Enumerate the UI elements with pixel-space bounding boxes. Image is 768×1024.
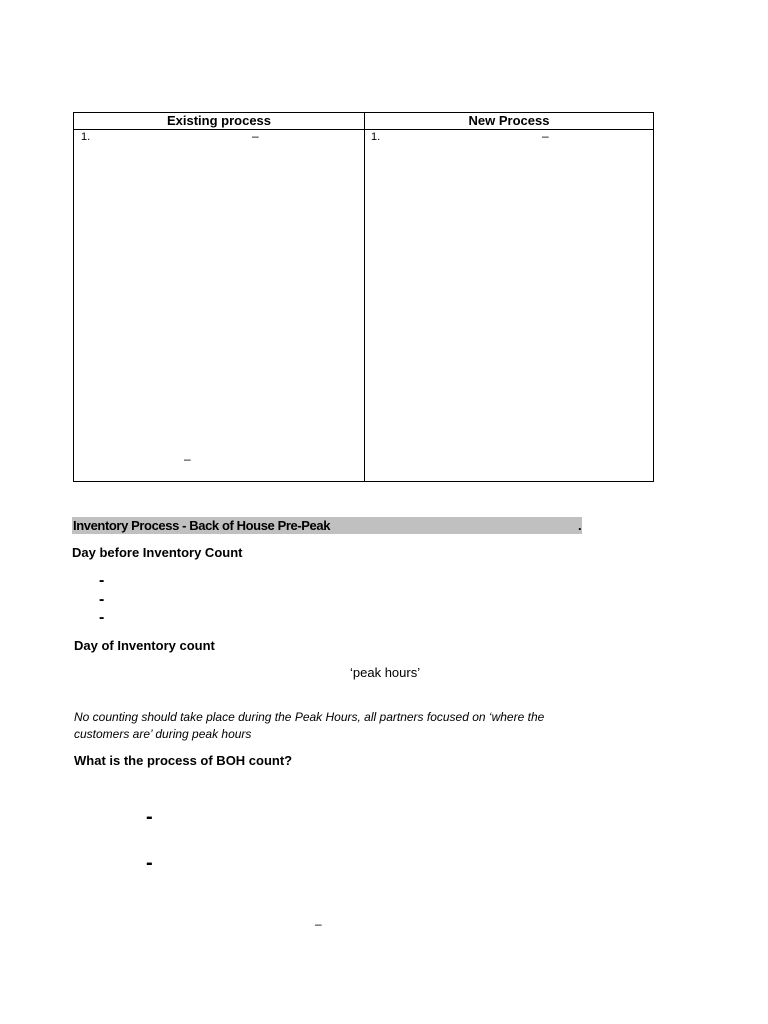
section-heading-bar xyxy=(72,517,582,534)
boh-trailing-dash: – xyxy=(315,917,322,931)
day-before-bullet-3: - xyxy=(99,609,105,626)
new-item-number: 1. xyxy=(371,131,381,143)
existing-process-header: Existing process xyxy=(166,113,272,128)
boh-heading: What is the process of BOH count? xyxy=(74,753,293,768)
section-heading: Inventory Process - Back of House Pre-Peak xyxy=(73,518,331,533)
day-before-heading: Day before Inventory Count xyxy=(72,545,243,560)
process-comparison-table xyxy=(73,112,654,482)
new-process-header: New Process xyxy=(468,113,550,128)
day-of-heading: Day of Inventory count xyxy=(74,638,215,653)
section-heading-period: . xyxy=(578,518,582,533)
boh-bullet-2: - xyxy=(146,852,153,874)
new-dash-top: – xyxy=(542,129,549,143)
table-column-divider xyxy=(364,113,365,481)
existing-dash-top: – xyxy=(252,129,259,143)
peak-hours-note: No counting should take place during the Peak Hours, all partners focused on ‘where the customers are’ during peak hours xyxy=(74,710,545,741)
day-before-bullet-2: - xyxy=(99,591,105,608)
day-before-bullet-1: - xyxy=(99,572,105,589)
existing-item-number: 1. xyxy=(81,131,91,143)
boh-bullet-1: - xyxy=(146,806,153,828)
peak-hours-text: ‘peak hours’ xyxy=(350,665,421,680)
existing-dash-bottom: – xyxy=(184,452,191,466)
